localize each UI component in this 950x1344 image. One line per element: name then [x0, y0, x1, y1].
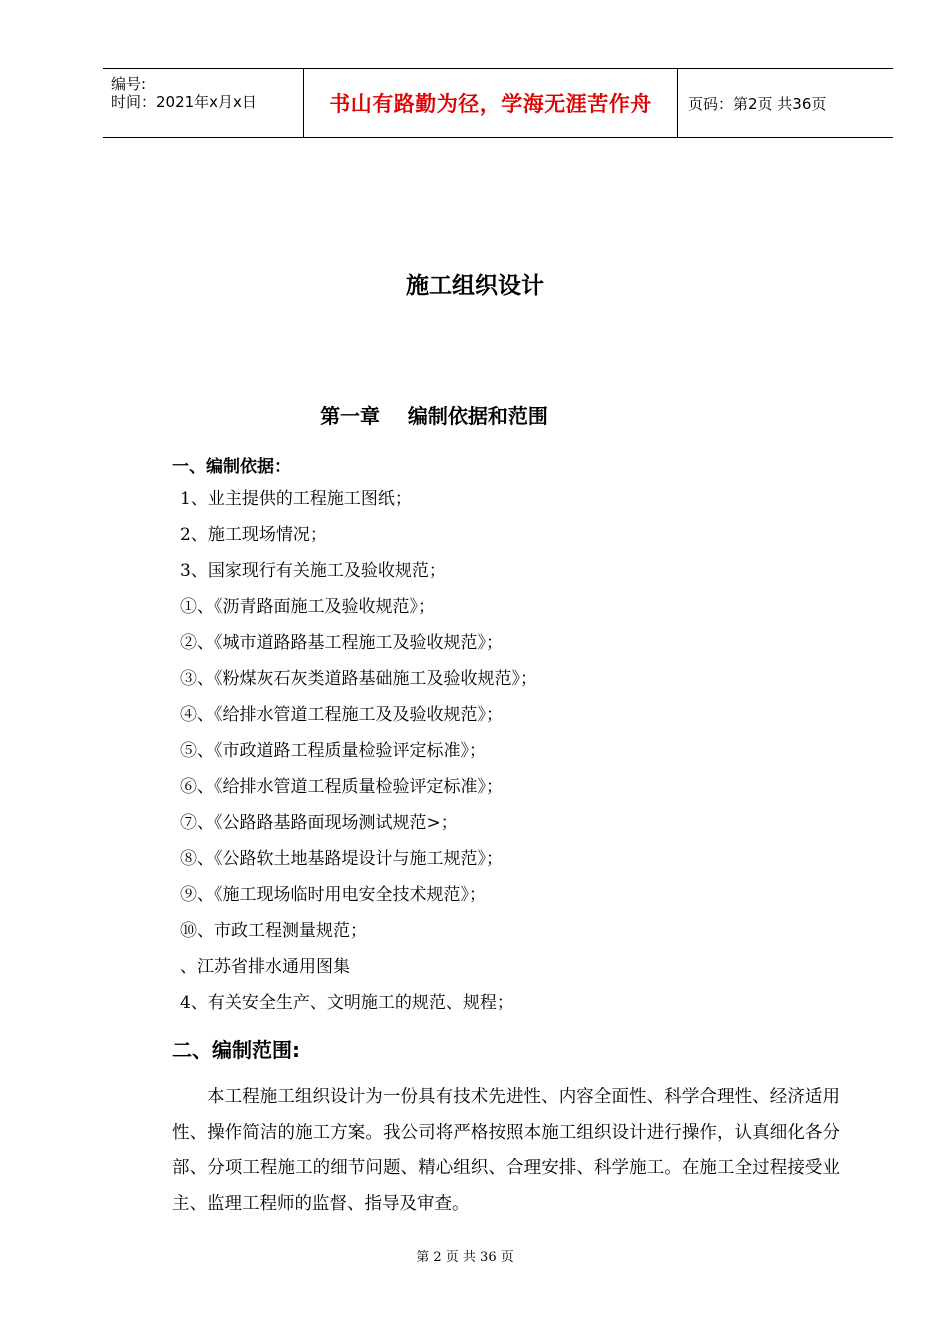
- list-item: ⑨、《施工现场临时用电安全技术规范》；: [180, 885, 486, 905]
- page-footer: 第 2 页 共 36 页: [416, 1250, 514, 1265]
- list-item: ①、《沥青路面施工及验收规范》；: [180, 597, 435, 617]
- list-item: ⑤、《市政道路工程质量检验评定标准》；: [180, 741, 486, 761]
- page-header: [103, 68, 893, 138]
- list-item: ⑦、《公路路基路面现场测试规范>；: [180, 813, 458, 833]
- list-item: 、江苏省排水通用图集: [180, 957, 350, 977]
- number-label: 编号:: [111, 75, 147, 93]
- list-item: ②、《城市道路路基工程施工及验收规范》；: [180, 633, 503, 653]
- basis-list: [180, 481, 537, 1021]
- list-item: 4、有关安全生产、文明施工的规范、规程；: [180, 993, 514, 1013]
- list-item: 1、业主提供的工程施工图纸；: [180, 489, 412, 509]
- list-item: ⑩、市政工程测量规范；: [180, 921, 367, 941]
- list-item: ⑥、《给排水管道工程质量检验评定标准》；: [180, 777, 503, 797]
- list-item: 2、施工现场情况；: [180, 525, 327, 545]
- header-page-info: 页码：第2页 共36页: [688, 94, 827, 113]
- time-label: 时间：2021年x月x日: [111, 93, 257, 111]
- header-motto-cell: [304, 69, 678, 137]
- document-title: 施工组织设计: [406, 273, 544, 299]
- list-item: 3、国家现行有关施工及验收规范；: [180, 561, 446, 581]
- list-item: ⑧、《公路软土地基路堤设计与施工规范》；: [180, 849, 503, 869]
- list-item: ④、《给排水管道工程施工及及验收规范》；: [180, 705, 503, 725]
- section-heading-basis: 一、编制依据：: [172, 457, 291, 477]
- section-heading-scope: 二、编制范围:: [172, 1038, 300, 1062]
- motto-text: 书山有路勤为径，学海无涯苦作舟: [329, 91, 652, 116]
- list-item: ③、《粉煤灰石灰类道路基础施工及验收规范》；: [180, 669, 537, 689]
- chapter-title: 第一章 编制依据和范围: [320, 404, 548, 428]
- header-meta-cell: [103, 69, 304, 137]
- scope-paragraph: 本工程施工组织设计为一份具有技术先进性、内容全面性、科学合理性、经济适用性、操作简洁的施工方案。我公司将严格按照本施工组织设计进行操作，认真细化各分部、分项工程施工的细节问题、精心组织、合理安排、科学施工。在施工全过程接受业主、监理工程师的监督、指导及审查。: [172, 1087, 840, 1214]
